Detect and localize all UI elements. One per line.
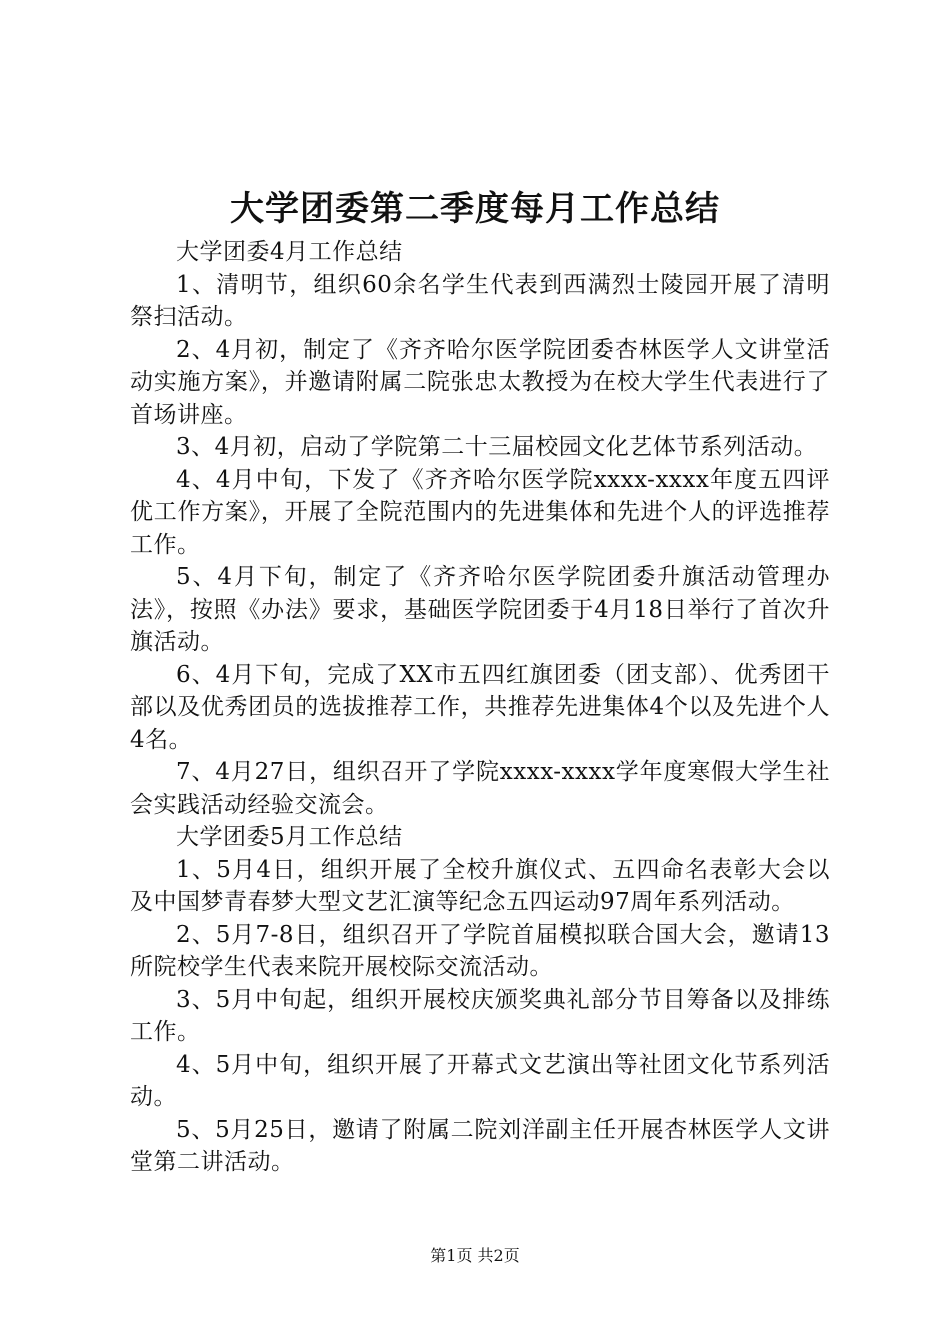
paragraph: 4、5月中旬，组织开展了开幕式文艺演出等社团文化节系列活动。 (130, 1051, 830, 1110)
document-body (130, 236, 830, 1179)
paragraph: 2、4月初，制定了《齐齐哈尔医学院团委杏林医学人文讲堂活动实施方案》，并邀请附属二院张忠太教授为在校大学生代表进行了首场讲座。 (130, 336, 830, 428)
section-heading-april: 大学团委4月工作总结 (176, 239, 403, 265)
paragraph: 1、5月4日，组织开展了全校升旗仪式、五四命名表彰大会以及中国梦青春梦大型文艺汇演等纪念五四运动97周年系列活动。 (130, 856, 830, 915)
paragraph: 3、5月中旬起，组织开展校庆颁奖典礼部分节目筹备以及排练工作。 (130, 986, 830, 1045)
paragraph: 2、5月7-8日，组织召开了学院首届模拟联合国大会，邀请13所院校学生代表来院开展校际交流活动。 (130, 921, 830, 980)
paragraph: 3、4月初，启动了学院第二十三届校园文化艺体节系列活动。 (176, 434, 818, 460)
paragraph: 7、4月27日，组织召开了学院xxxx-xxxx学年度寒假大学生社会实践活动经验交流会。 (130, 759, 830, 818)
page-footer: 第1页 共2页 (430, 1246, 520, 1265)
paragraph: 6、4月下旬，完成了XX市五四红旗团委（团支部）、优秀团干部以及优秀团员的选拔推荐工作，共推荐先进集体4个以及先进个人4名。 (130, 661, 830, 753)
paragraph: 4、4月中旬，下发了《齐齐哈尔医学院xxxx-xxxx年度五四评优工作方案》，开展了全院范围内的先进集体和先进个人的评选推荐工作。 (130, 466, 830, 558)
paragraph: 5、4月下旬，制定了《齐齐哈尔医学院团委升旗活动管理办法》，按照《办法》要求，基础医学院团委于4月18日举行了首次升旗活动。 (130, 564, 830, 655)
document-title: 大学团委第二季度每月工作总结 (230, 189, 720, 229)
section-heading-may: 大学团委5月工作总结 (176, 824, 403, 850)
paragraph: 5、5月25日，邀请了附属二院刘洋副主任开展杏林医学人文讲堂第二讲活动。 (130, 1116, 830, 1175)
paragraph: 1、清明节，组织60余名学生代表到西满烈士陵园开展了清明祭扫活动。 (130, 271, 830, 330)
